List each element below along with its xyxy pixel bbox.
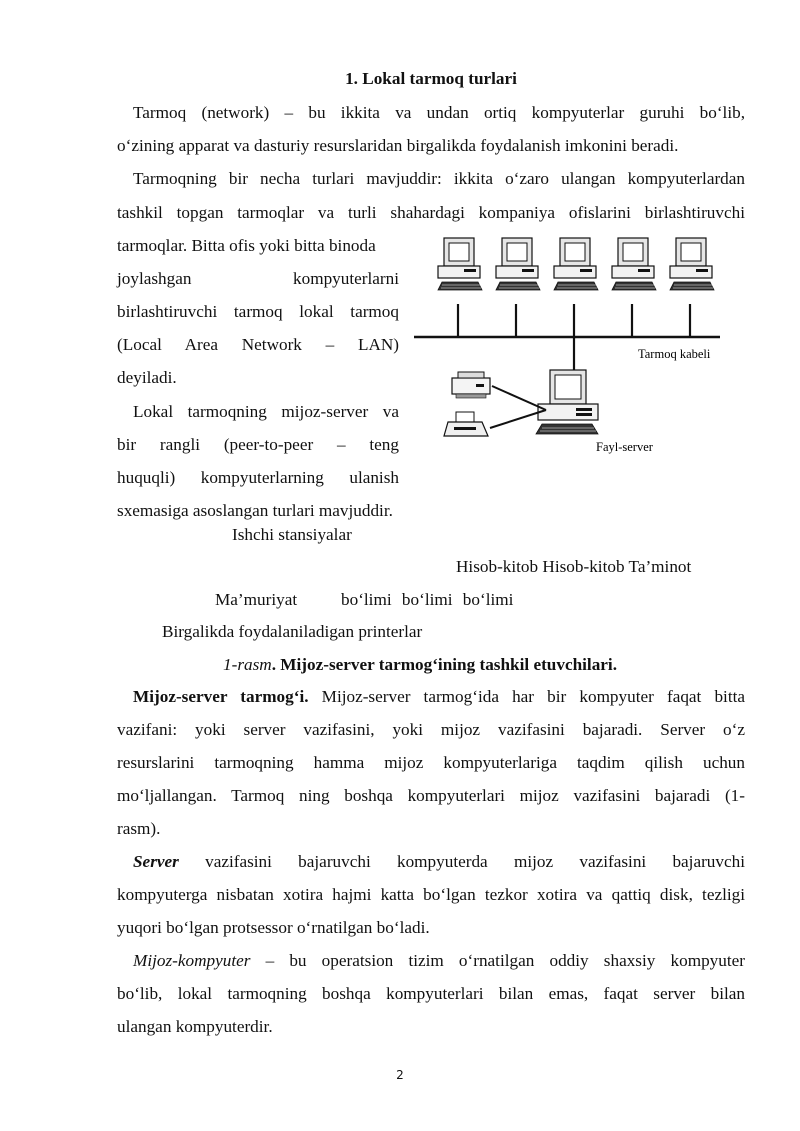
para1-line1: Tarmoq (network) – bu ikkita va undan ortiq kompyuterlar guruhi bo‘lib, [133,103,745,122]
para6-line3: ulangan kompyuterdir. [117,1017,273,1036]
para4-line4: mo‘ljallangan. Tarmoq ning boshqa kompyuterlari mijoz vazifasini bajaradi (1- [117,786,745,805]
workstation-3-icon [554,238,598,290]
para3-line1: Lokal tarmoqning mijoz-server va [133,402,399,421]
para4-term: Mijoz-server tarmog‘i. [133,687,309,706]
para2-line4: joylashgan kompyuterlarni [117,269,399,288]
para3-line3: huquqli) kompyuterlarning ulanish [117,468,399,487]
page-number: 2 [396,1068,404,1082]
section-heading: 1. Lokal tarmoq turlari [345,69,517,88]
para4-line3: resurslarini tarmoqning hamma mijoz kompyuterlariga taqdim qilish uchun [117,753,745,772]
para4-line1: Mijoz-server tarmog‘i. Mijoz-server tarmog‘ida har bir kompyuter faqat bitta [133,687,745,706]
para6-line1: Mijoz-kompyuter – bu operatsion tizim o‘rnatilgan oddiy shaxsiy kompyuter [133,951,745,970]
para4-line2: vazifani: yoki server vazifasini, yoki mijoz vazifasini bajaradi. Server o‘z [117,720,745,739]
workstations-label: Ishchi stansiyalar [232,525,352,544]
workstation-5-icon [670,238,714,290]
figure-caption [223,655,617,675]
para5-term: Server [133,852,179,871]
para2-line6: (Local Area Network – LAN) [117,335,399,354]
para2-line2: tashkil topgan tarmoqlar va turli shahardagi kompaniya ofislarini birlashtiruvchi [117,203,745,222]
caption-number: 1-rasm [223,655,272,674]
network-diagram [410,232,740,462]
para5-line2: kompyuterga nisbatan xotira hajmi katta bo‘lgan tezkor xotira va qattiq disk, tezligi [117,885,745,904]
para3-line4: sxemasiga asoslangan turlari mavjuddir. [117,501,393,520]
para2-line3: tarmoqlar. Bitta ofis yoki bitta binoda [117,236,376,255]
para2-line1: Tarmoqning bir necha turlari mavjuddir: ikkita o‘zaro ulangan kompyuterlardan [133,169,745,188]
para2-line5: birlashtiruvchi tarmoq lokal tarmoq [117,302,399,321]
departments-line2: bo‘limi bo‘limi bo‘limi [341,590,514,609]
para3-line2: bir rangli (peer-to-peer – teng [117,435,399,454]
para4-line5: rasm). [117,819,161,838]
para6-line2: bo‘lib, lokal tarmoqning boshqa kompyuterlari bilan emas, faqat server bilan [117,984,745,1003]
printer-1-icon [452,372,490,398]
caption-title: . Mijoz-server tarmog‘ining tashkil etuvchilari. [271,655,617,674]
para1-line2: o‘zining apparat va dasturiy resurslaridan birgalikda foydalanish imkonini beradi. [117,136,679,155]
printer-2-icon [444,412,488,436]
departments-admin: Ma’muriyat [215,590,298,609]
departments-line1: Hisob-kitob Hisob-kitob Ta’minot [456,557,692,576]
para5-line3: yuqori bo‘lgan protsessor o‘rnatilgan bo‘ladi. [117,918,430,937]
workstation-2-icon [496,238,540,290]
workstation-4-icon [612,238,656,290]
cable-label: Tarmoq kabeli [638,347,711,361]
server-label: Fayl-server [596,440,653,454]
printers-label: Birgalikda foydalaniladigan printerlar [162,622,423,641]
para6-term: Mijoz-kompyuter [133,951,251,970]
workstation-1-icon [438,238,482,290]
file-server-icon [536,370,598,434]
para2-line7: deyiladi. [117,368,177,387]
para5-line1: Server vazifasini bajaruvchi kompyuterda mijoz vazifasini bajaruvchi [133,852,745,871]
